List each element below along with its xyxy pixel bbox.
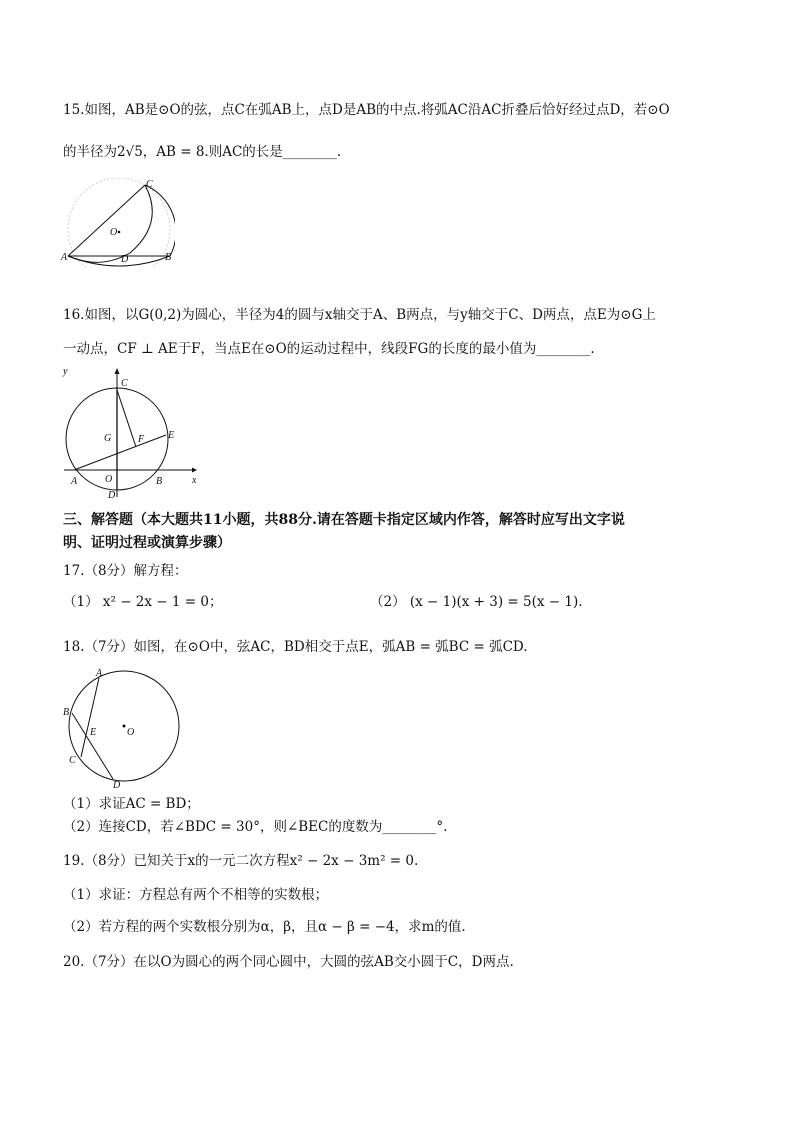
q16-x-arrow xyxy=(192,468,197,473)
q19-title: 19.（8分）已知关于x的一元二次方程x² − 2x − 3m² = 0. xyxy=(63,853,419,869)
q15-label-d: D xyxy=(121,254,129,265)
q18-label-d: D xyxy=(113,780,121,791)
q15-label-c: C xyxy=(146,179,153,190)
q18-label-e: E xyxy=(90,727,97,738)
q18-center-dot xyxy=(123,725,126,728)
q16-label-y: y xyxy=(63,366,68,377)
q16-label-o: O xyxy=(105,474,113,485)
q15-circle-dashed xyxy=(68,178,170,268)
q16-label-a: A xyxy=(71,476,78,487)
q18-chord-bd xyxy=(72,713,113,779)
q20-title: 20.（7分）在以O为圆心的两个同心圆中，大圆的弦AB交小圆于C，D两点. xyxy=(63,954,514,970)
q16-label-f: F xyxy=(138,434,145,445)
q18-figure xyxy=(60,664,185,792)
section3-heading-line2: 明、证明过程或演算步骤） xyxy=(63,535,231,551)
q15-text-line2: 的半径为2√5，AB = 8.则AC的长是________. xyxy=(63,144,342,160)
q15-folded-arc xyxy=(68,185,152,262)
q15-label-b: B xyxy=(165,252,172,263)
q16-figure xyxy=(60,362,200,502)
q16-label-d: D xyxy=(108,490,116,501)
q15-figure xyxy=(60,178,175,268)
q16-label-c: C xyxy=(121,378,128,389)
q18-chord-ac xyxy=(81,678,99,757)
q18-part2: （2）连接CD，若∠BDC = 30°，则∠BEC的度数为________°. xyxy=(63,819,448,835)
q18-title: 18.（7分）如图，在⊙O中，弦AC，BD相交于点E，弧AB = 弧BC = 弧CD. xyxy=(63,639,528,655)
q16-label-b: B xyxy=(156,476,163,487)
q16-label-g: G xyxy=(104,433,112,444)
q16-text-line2: 一动点，CF ⊥ AE于F，当点E在⊙O的运动过程中，线段FG的长度的最小值为________. xyxy=(63,341,595,357)
q16-label-e: E xyxy=(168,430,175,441)
q15-text-line1: 15.如图，AB是⊙O的弦，点C在弧AB上，点D是AB的中点.将弧AC沿AC折叠后恰好经过点D，若⊙O xyxy=(63,102,670,118)
q18-label-a: A xyxy=(96,668,103,679)
q18-label-o: O xyxy=(127,727,135,738)
q17-title: 17.（8分）解方程： xyxy=(63,563,188,579)
q15-label-o: O xyxy=(110,227,118,238)
q15-chord-ac xyxy=(68,185,145,256)
q16-line-cf xyxy=(117,390,136,447)
q18-label-b: B xyxy=(63,707,70,718)
q18-label-c: C xyxy=(69,755,76,766)
q19-part2: （2）若方程的两个实数根分别为α，β，且α − β = −4，求m的值. xyxy=(63,919,466,935)
q15-center-dot xyxy=(118,231,121,234)
q16-label-x: x xyxy=(192,475,197,486)
q18-part1: （1）求证AC = BD； xyxy=(63,796,200,812)
q15-label-a: A xyxy=(61,252,68,263)
q16-line-ae xyxy=(74,435,166,470)
q19-part1: （1）求证：方程总有两个不相等的实数根； xyxy=(63,887,329,903)
q17-part1: （1） x² − 2x − 1 = 0； xyxy=(63,594,223,610)
q17-part2: （2） (x − 1)(x + 3) = 5(x − 1). xyxy=(370,594,583,610)
section3-heading-line1: 三、解答题（本大题共11小题，共88分.请在答题卡指定区域内作答，解答时应写出文字说 xyxy=(63,512,625,528)
q16-text-line1: 16.如图，以G(0,2)为圆心，半径为4的圆与x轴交于A、B两点，与y轴交于C、D两点，点E为⊙G上 xyxy=(63,307,656,323)
q16-y-arrow xyxy=(115,368,120,374)
